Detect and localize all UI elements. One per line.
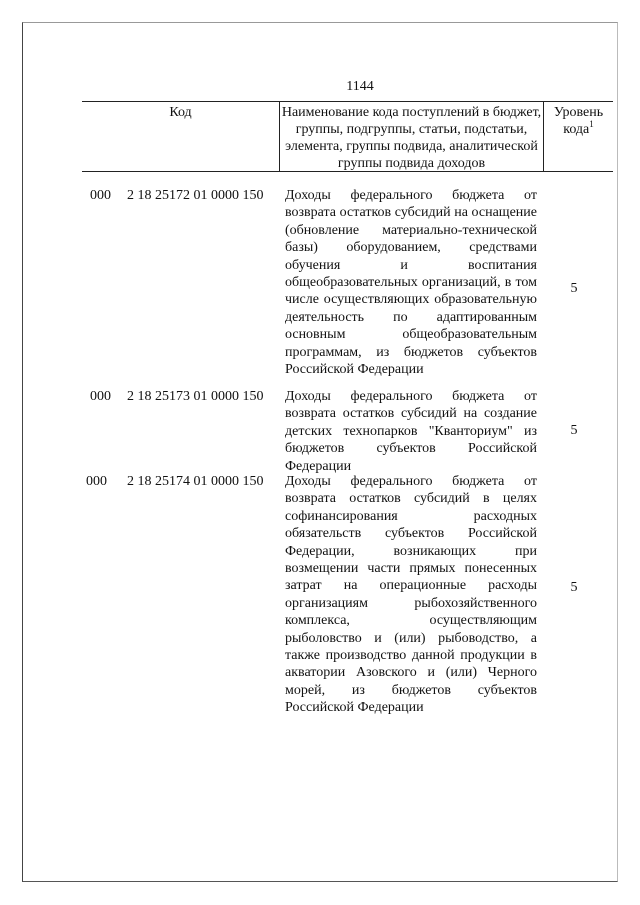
header-level	[543, 102, 613, 171]
row-level: 5	[570, 423, 578, 438]
row-level: 5	[570, 580, 578, 595]
header-code-label: Код	[169, 105, 192, 120]
row-income-code: 2 18 25172 01 0000 150	[127, 188, 264, 203]
row-income-code: 2 18 25173 01 0000 150	[127, 389, 264, 404]
row-level: 5	[570, 281, 578, 296]
header-code	[82, 102, 279, 171]
row-income-name: Доходы федерального бюджета от возврата остатков субсидий в целях софинансирования расходных обязательств субъектов Российской Федерации, возникающих при возмещении части прямых понесенных затрат на операционные расходы организациям рыбохозяйственного комплекса, осуществляющим рыболовство и (или) рыбоводство, а также производство данной продукции в акватории Азовского и (или) Черного морей, из бюджетов субъектов Российской Федерации	[285, 474, 537, 716]
header-name	[279, 102, 543, 171]
row-admin-code: 000	[90, 188, 111, 203]
row-admin-code: 000	[86, 474, 107, 489]
table-row	[0, 473, 640, 716]
page-number: 1144	[346, 79, 374, 94]
table-row	[0, 187, 640, 388]
row-income-code: 2 18 25174 01 0000 150	[127, 474, 264, 489]
table-header	[82, 101, 613, 172]
table-row	[0, 388, 640, 473]
row-admin-code: 000	[90, 389, 111, 404]
header-level-label: Уровень кода	[553, 105, 604, 137]
row-income-name: Доходы федерального бюджета от возврата остатков субсидий на оснащение (обновление материально-технической базы) оборудованием, средствами обучения и воспитания общеобразовательных организаций, в том числе осуществляющих образовательную деятельность по адаптированным основным общеобразовательным программам, из бюджетов субъектов Российской Федерации	[285, 188, 537, 378]
row-income-name: Доходы федерального бюджета от возврата остатков субсидий на создание детских технопарков "Кванториум" из бюджетов субъектов Российской Федерации	[285, 389, 537, 474]
header-name-label: Наименование кода поступлений в бюджет, группы, подгруппы, статьи, подстатьи, элемента, группы подвида, аналитической группы подвида доходов	[281, 105, 542, 171]
header-level-footnote: 1	[589, 119, 594, 129]
